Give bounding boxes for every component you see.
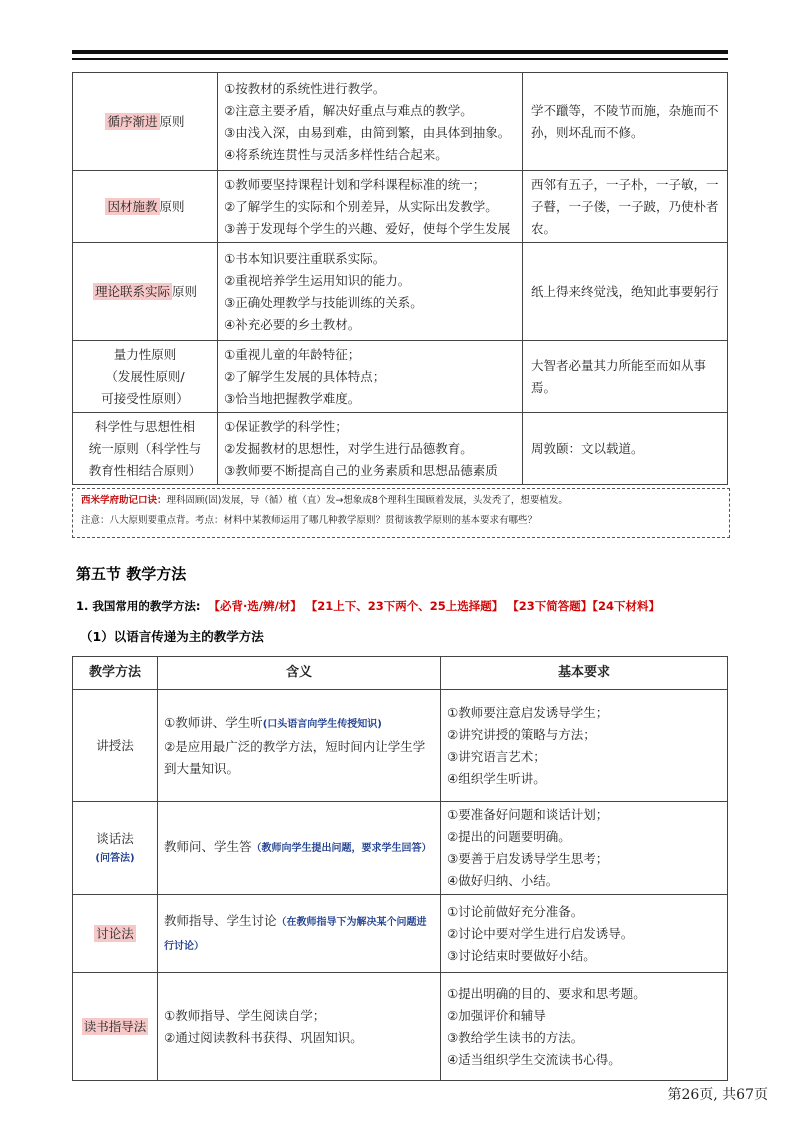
- principle-name: 科学性与思想性相 统一原则（科学性与 教育性相结合原则）: [73, 413, 218, 485]
- method-name: 谈话法 (问答法): [73, 802, 158, 895]
- table-row: [73, 973, 728, 1081]
- column-header: 基本要求: [441, 657, 728, 690]
- method-requirements: ①讨论前做好充分准备。 ②讨论中要对学生进行启发诱导。 ③讨论结束时要做好小结。: [441, 895, 728, 973]
- principle-requirements: ①书本知识要注重联系实际。 ②重视培养学生运用知识的能力。 ③正确处理教学与技能训练的关系。 ④补充必要的乡土教材。: [218, 243, 523, 341]
- table-row: [73, 341, 728, 413]
- table-row: [73, 171, 728, 243]
- principle-quote: 纸上得来终觉浅，绝知此事要躬行: [523, 243, 728, 341]
- method-requirements: ①提出明确的目的、要求和思考题。 ②加强评价和辅导 ③教给学生读书的方法。 ④适当组织学生交流读书心得。: [441, 973, 728, 1081]
- method-requirements: ①教师要注意启发诱导学生； ②讲究讲授的策略与方法； ③讲究语言艺术； ④组织学生听讲。: [441, 690, 728, 802]
- method-description: ①教师指导、学生阅读自学； ②通过阅读教科书获得、巩固知识。: [158, 973, 441, 1081]
- table-row: [73, 895, 728, 973]
- page-number: 第26页, 共67页: [667, 1087, 768, 1103]
- header-rule-thin: [72, 58, 728, 60]
- table-row: [73, 413, 728, 485]
- column-header: 含义: [158, 657, 441, 690]
- method-name: 讨论法: [73, 895, 158, 973]
- principles-table: [72, 72, 728, 485]
- table-row: [73, 73, 728, 171]
- principle-quote: 周敦颐：文以载道。: [523, 413, 728, 485]
- header-rule-thick: [72, 50, 728, 54]
- section-title: 第五节 教学方法: [76, 565, 187, 583]
- methods-table: [72, 656, 728, 1081]
- mnemonic-note: 注意：八大原则要重点背。考点：材料中某教师运用了哪几种教学原则？贯彻该教学原则的基本要求有哪些？: [81, 515, 538, 526]
- principle-quote: 学不躐等，不陵节而施，杂施而不孙，则坏乱而不修。: [523, 73, 728, 171]
- principle-requirements: ①按教材的系统性进行教学。 ②注意主要矛盾，解决好重点与难点的教学。 ③由浅入深，由易到难，由简到繁，由具体到抽象。 ④将系统连贯性与灵活多样性结合起来。: [218, 73, 523, 171]
- principle-name: 理论联系实际 原则: [73, 243, 218, 341]
- principle-name: 量力性原则 （发展性原则/ 可接受性原则）: [73, 341, 218, 413]
- table-row: [73, 690, 728, 802]
- method-name: 读书指导法: [73, 973, 158, 1081]
- principle-name: 循序渐进 原则: [73, 73, 218, 171]
- method-name: 讲授法: [73, 690, 158, 802]
- method-description: ①教师讲、学生听(口头语言向学生传授知识) ②是应用最广泛的教学方法，短时间内让学生学到大量知识。: [158, 690, 441, 802]
- principle-requirements: ①保证教学的科学性； ②发掘教材的思想性，对学生进行品德教育。 ③教师要不断提高自己的业务素质和思想品德素质: [218, 413, 523, 485]
- exam-tags: 【必背·选/辨/材】 【21上下、23下两个、25上选择题】 【23下简答题】【24下材料】: [208, 599, 661, 613]
- table-row: [73, 802, 728, 895]
- column-header: 教学方法: [73, 657, 158, 690]
- table-row: [73, 243, 728, 341]
- principle-quote: 西邻有五子，一子朴，一子敏，一子瞽，一子偻，一子跛，乃使朴者农。: [523, 171, 728, 243]
- principle-requirements: ①教师要坚持课程计划和学科课程标准的统一； ②了解学生的实际和个别差异，从实际出发教学。 ③善于发现每个学生的兴趣、爱好，使每个学生发展: [218, 171, 523, 243]
- method-description: 教师指导、学生讨论（在教师指导下为解决某个问题进行讨论）: [158, 895, 441, 973]
- mnemonic-line: 西米学府助记口诀：理科固顾(固)发展，导（循）植（直）发→想象成8个理科生围顾着发展，头发秃了，想要植发。: [81, 495, 568, 506]
- item-heading: 1. 我国常用的教学方法: 【必背·选/辨/材】 【21上下、23下两个、25上选择题】 【23下简答题】【24下材料】: [76, 599, 661, 613]
- principle-quote: 大智者必量其力所能至而如从事焉。: [523, 341, 728, 413]
- method-description: 教师问、学生答（教师向学生提出问题，要求学生回答）: [158, 802, 441, 895]
- principle-requirements: ①重视儿童的年龄特征； ②了解学生发展的具体特点； ③恰当地把握教学难度。: [218, 341, 523, 413]
- method-requirements: ①要准备好问题和谈话计划； ②提出的问题要明确。 ③要善于启发诱导学生思考； ④做好归纳、小结。: [441, 802, 728, 895]
- table-header-row: [73, 657, 728, 690]
- principle-name: 因材施教 原则: [73, 171, 218, 243]
- mnemonic-box: [72, 488, 730, 538]
- subitem-heading: （1）以语言传递为主的教学方法: [80, 629, 264, 644]
